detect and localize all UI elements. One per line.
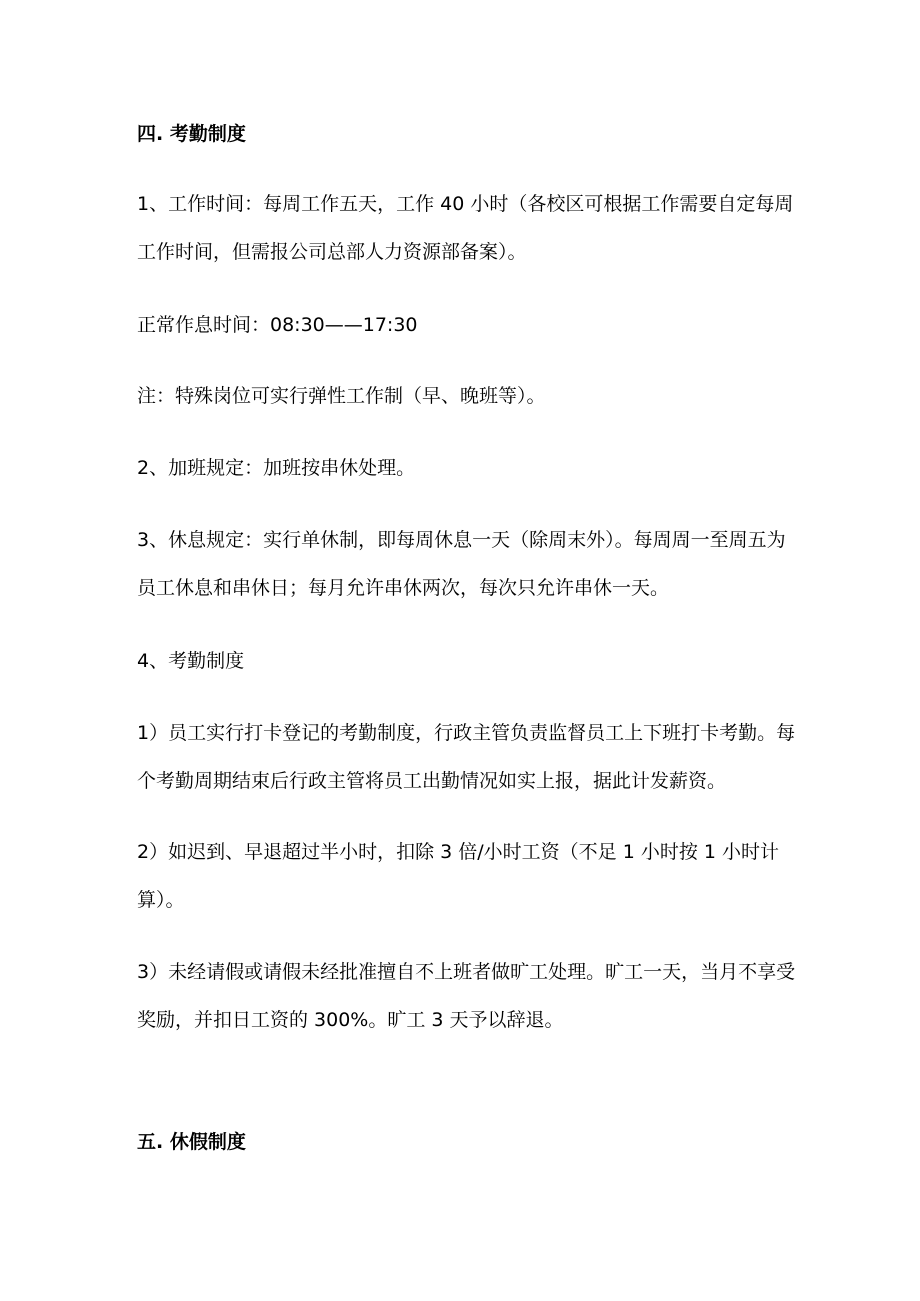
item-3-line-1: 3、休息规定：实行单休制，即每周休息一天（除周末外）。每周周一至周五为 xyxy=(137,529,786,551)
sub-1-line-1: 1）员工实行打卡登记的考勤制度，行政主管负责监督员工上下班打卡考勤。每 xyxy=(137,722,796,744)
item-1-line-1: 1、工作时间：每周工作五天，工作 40 小时（各校区可根据工作需要自定每周 xyxy=(137,193,794,215)
item-1-line-2: 工作时间，但需报公司总部人力资源部备案）。 xyxy=(137,241,527,263)
sub-2-line-2: 算）。 xyxy=(137,889,185,911)
section-4-title: 四. 考勤制度 xyxy=(137,123,246,145)
note: 注：特殊岗位可实行弹性工作制（早、晚班等）。 xyxy=(137,385,546,407)
sub-2-line-1: 2）如迟到、早退超过半小时，扣除 3 倍/小时工资（不足 1 小时按 1 小时计 xyxy=(137,841,779,863)
sub-1-line-2: 个考勤周期结束后行政主管将员工出勤情况如实上报，据此计发薪资。 xyxy=(137,770,727,792)
section-5-title: 五. 休假制度 xyxy=(137,1131,246,1153)
sub-3-line-2: 奖励，并扣日工资的 300%。旷工 3 天予以辞退。 xyxy=(137,1009,564,1031)
item-2: 2、加班规定：加班按串休处理。 xyxy=(137,457,416,479)
item-4: 4、考勤制度 xyxy=(137,650,245,672)
item-3-line-2: 员工休息和串休日；每月允许串休两次，每次只允许串休一天。 xyxy=(137,577,670,599)
normal-hours: 正常作息时间：08:30——17:30 xyxy=(137,314,418,336)
sub-3-line-1: 3）未经请假或请假未经批准擅自不上班者做旷工处理。旷工一天，当月不享受 xyxy=(137,961,796,983)
